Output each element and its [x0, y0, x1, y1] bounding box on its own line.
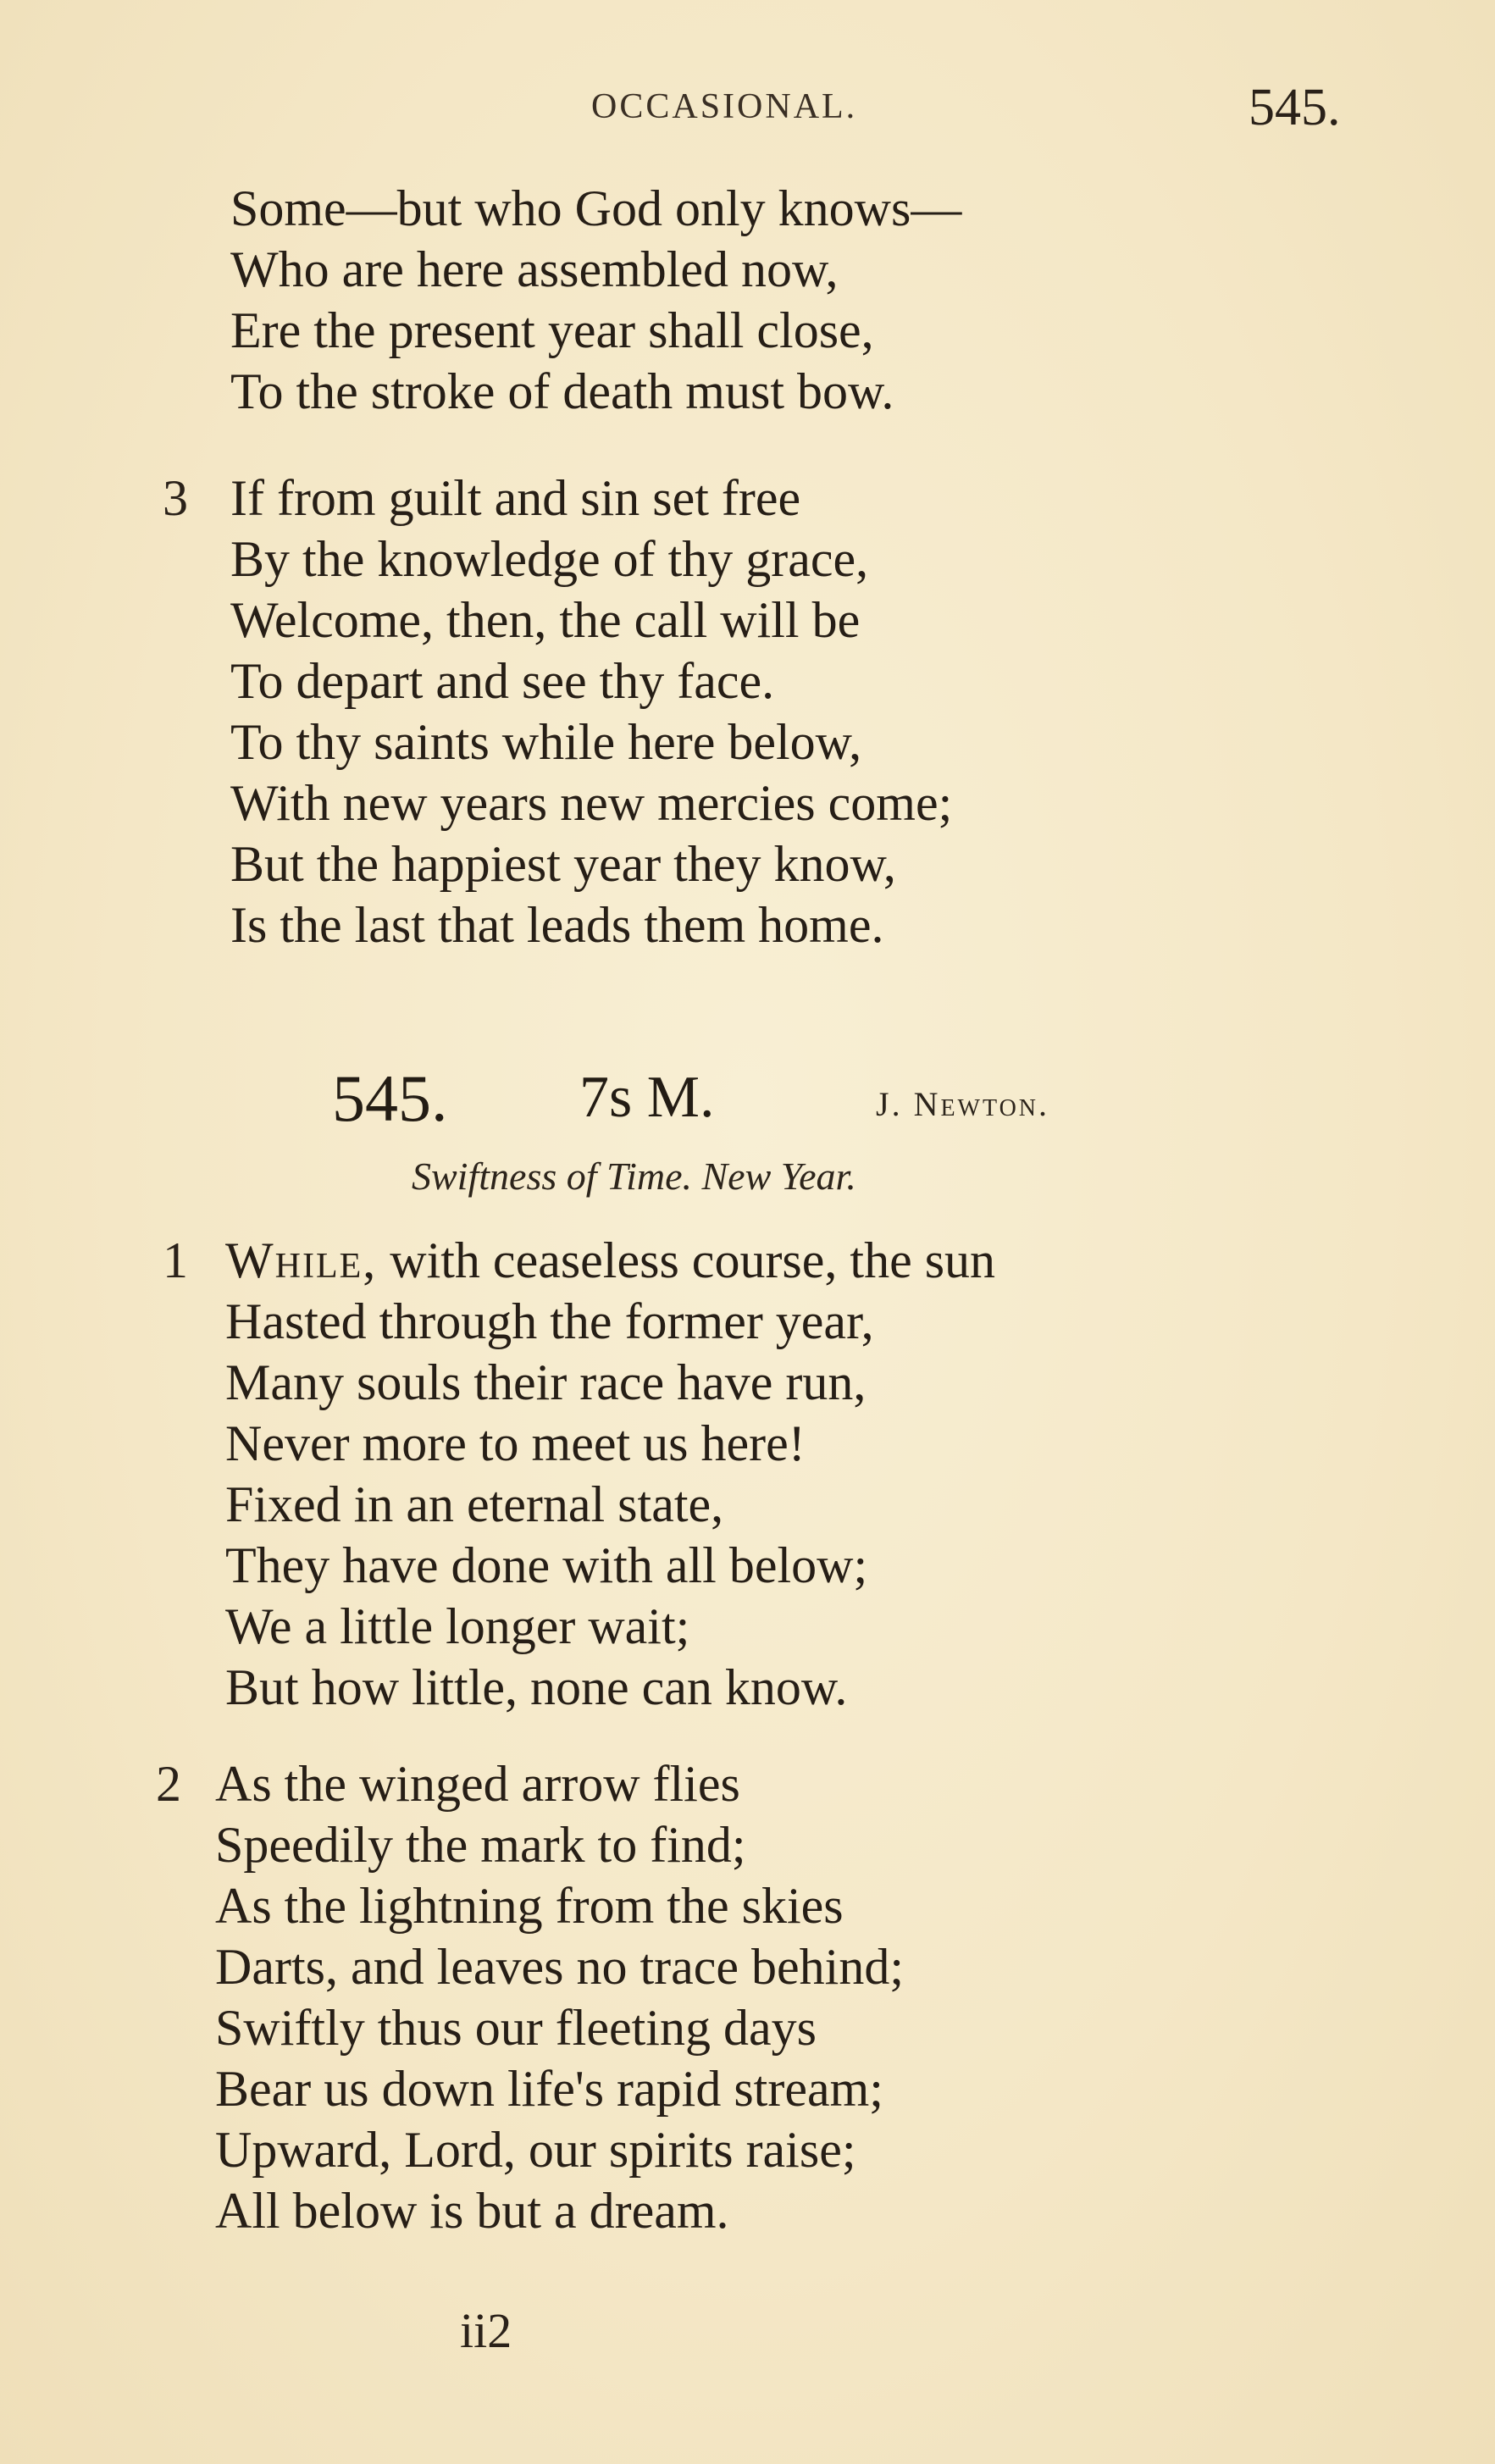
verse-line: Is the last that leads them home. — [230, 897, 884, 953]
verse-line: Never more to meet us here! — [225, 1415, 806, 1471]
verse-line: All below is but a dream. — [215, 2183, 729, 2239]
verse-line: Upward, Lord, our spirits raise; — [215, 2122, 856, 2178]
verse-line: If from guilt and sin set free — [230, 470, 801, 526]
verse-line: We a little longer wait; — [225, 1598, 690, 1654]
verse-line: As the lightning from the skies — [215, 1878, 844, 1934]
stanza-number: 3 — [163, 470, 188, 526]
verse-line: To depart and see thy face. — [230, 653, 775, 709]
hymn-heading — [0, 1060, 1495, 1137]
stanza-number: 1 — [163, 1232, 188, 1288]
hymn-author: J. Newton. — [876, 1085, 1050, 1123]
verse-line: Bear us down life's rapid stream; — [215, 2061, 883, 2117]
verse-line: By the knowledge of thy grace, — [230, 531, 869, 587]
verse-line: They have done with all below; — [225, 1537, 868, 1593]
page-number: 545. — [1249, 79, 1341, 136]
verse-line: To thy saints while here below, — [230, 714, 862, 770]
verse-line: Ere the present year shall close, — [230, 302, 874, 358]
first-line-rest: with ceaseless course, the sun — [377, 1232, 996, 1288]
page-header — [0, 78, 1495, 137]
verse-line: Fixed in an eternal state, — [225, 1476, 724, 1532]
verse-line: But how little, none can know. — [225, 1659, 848, 1715]
verse-line: Some—but who God only knows— — [230, 180, 962, 236]
verse-line: Who are here assembled now, — [230, 241, 839, 297]
verse-line — [225, 1230, 995, 1291]
running-title: OCCASIONAL. — [591, 87, 858, 126]
verse-line: Many souls their race have run, — [225, 1354, 867, 1410]
verse-line: Darts, and leaves no trace behind; — [215, 1939, 905, 1995]
verse-line: Swiftly thus our fleeting days — [215, 2000, 817, 2056]
first-word: While, — [225, 1232, 378, 1288]
verse-line: Welcome, then, the call will be — [230, 592, 861, 648]
hymn-meter: 7s M. — [579, 1065, 715, 1130]
verse-line: But the happiest year they know, — [230, 836, 896, 892]
verse-line: As the winged arrow flies — [215, 1756, 740, 1812]
verse-line: Speedily the mark to find; — [215, 1817, 746, 1873]
hymn-subject: Swiftness of Time. New Year. — [412, 1154, 856, 1198]
verse-line: To the stroke of death must bow. — [230, 363, 894, 419]
verse-line: With new years new mercies come; — [230, 775, 953, 831]
verse-line: Hasted through the former year, — [225, 1293, 874, 1349]
hymn-number: 545. — [332, 1061, 448, 1135]
signature-mark: ii2 — [460, 2303, 512, 2358]
stanza-number: 2 — [156, 1756, 181, 1812]
